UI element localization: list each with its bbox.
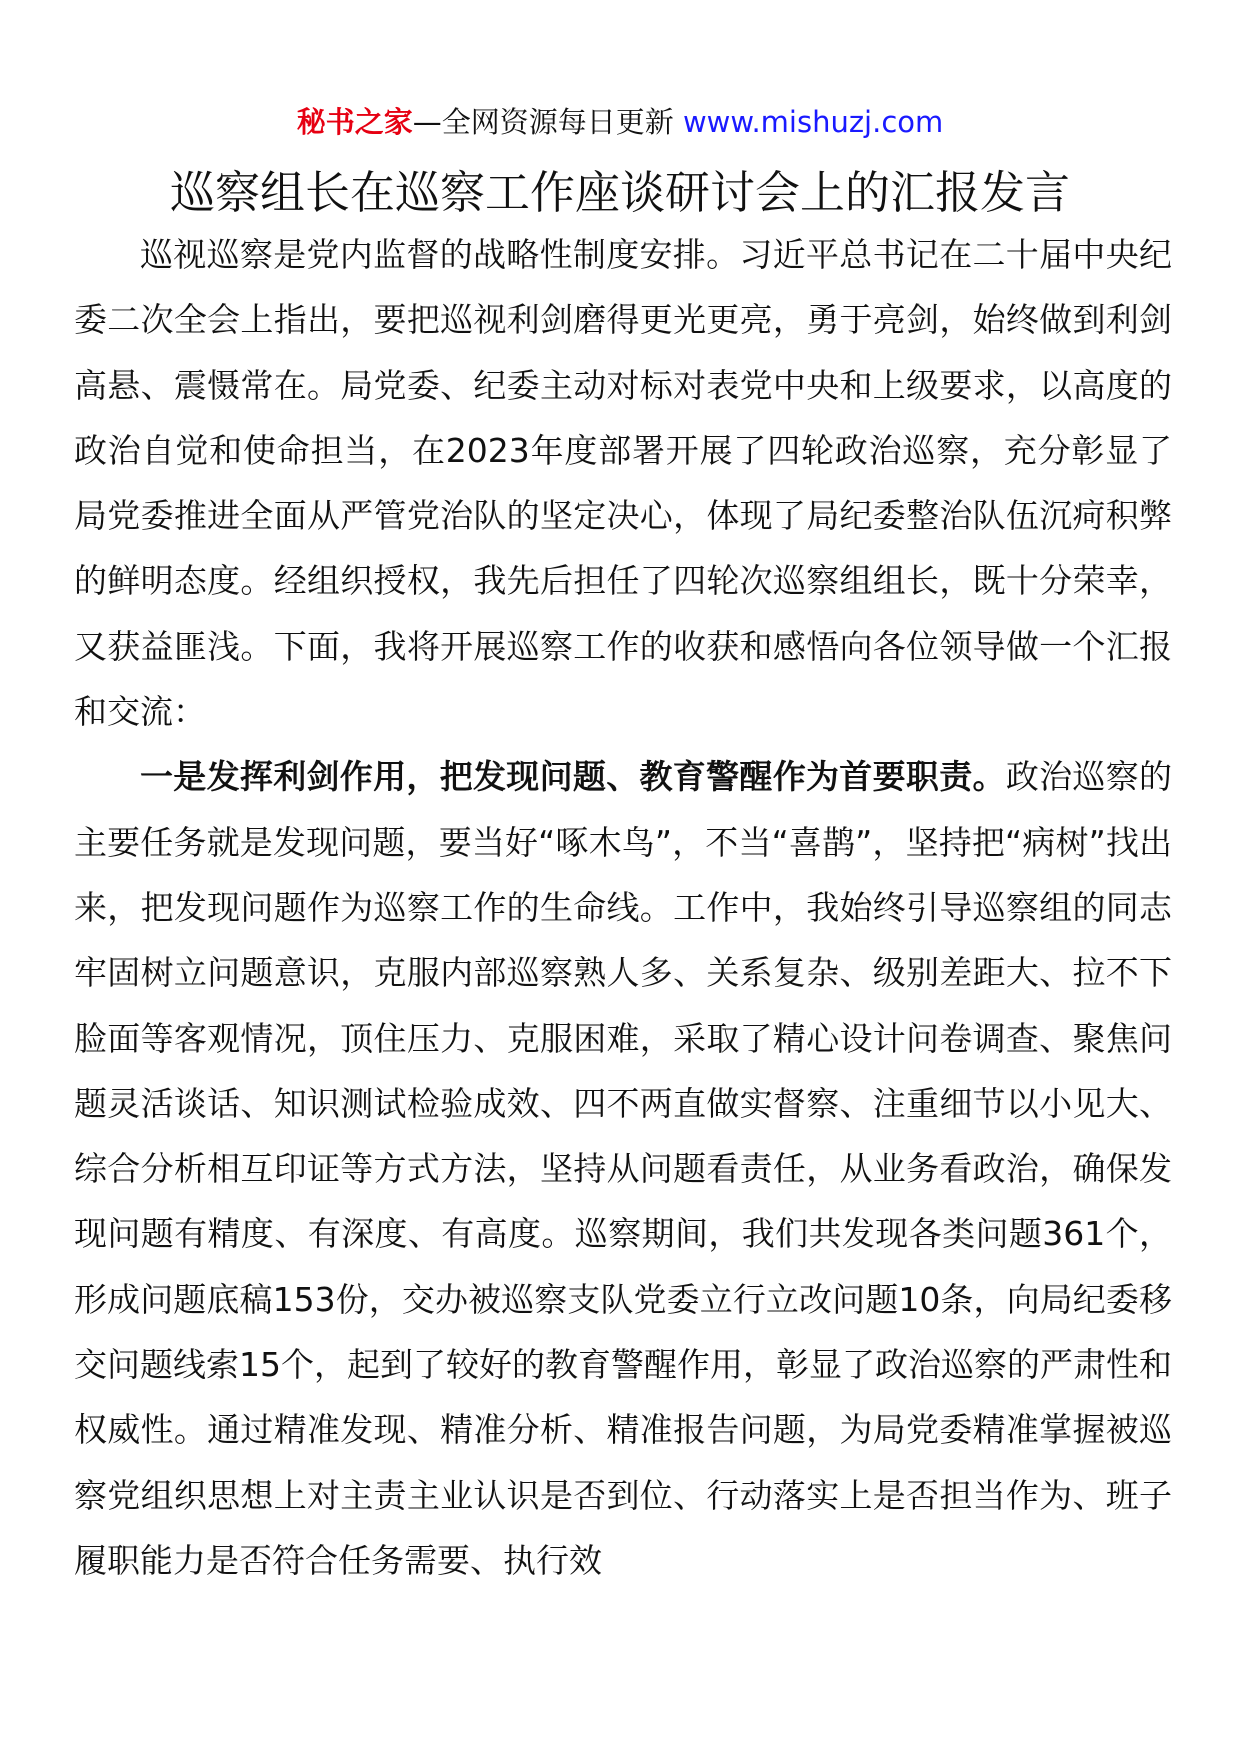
header-tagline: —全网资源每日更新: [412, 105, 683, 139]
paragraph-point-one: [74, 744, 1172, 1593]
paragraph-intro: 巡视巡察是党内监督的战略性制度安排。习近平总书记在二十届中央纪委二次全会上指出，要把巡视利剑磨得更光更亮，勇于亮剑，始终做到利剑高悬、震慑常在。局党委、纪委主动对标对表党中央和上级要求，以高度的政治自觉和使命担当，在2023年度部署开展了四轮政治巡察，充分彰显了局党委推进全面从严管党治队的坚定决心，体现了局纪委整治队伍沉疴积弊的鲜明态度。经组织授权，我先后担任了四轮次巡察组组长，既十分荣幸，又获益匪浅。下面，我将开展巡察工作的收获和感悟向各位领导做一个汇报和交流：: [74, 235, 1172, 732]
document-title: 巡察组长在巡察工作座谈研讨会上的汇报发言: [169, 166, 1070, 219]
paragraph-point-one-body: 政治巡察的主要任务就是发现问题，要当好“啄木鸟”，不当“喜鹊”，坚持把“病树”找出来，把发现问题作为巡察工作的生命线。工作中，我始终引导巡察组的同志牢固树立问题意识，克服内部巡察熟人多、关系复杂、级别差距大、拉不下脸面等客观情况，顶住压力、克服困难，采取了精心设计问卷调查、聚焦问题灵活谈话、知识测试检验成效、四不两直做实督察、注重细节以小见大、综合分析相互印证等方式方法，坚持从问题看责任，从业务看政治，确保发现问题有精度、有深度、有高度。巡察期间，我们共发现各类问题361个，形成问题底稿153份，交办被巡察支队党委立行立改问题10条，向局纪委移交问题线索15个，起到了较好的教育警醒作用，彰显了政治巡察的严肃性和权威性。通过精准发现、精准分析、精准报告问题，为局党委精准掌握被巡察党组织思想上对主责主业认识是否到位、行动落实上是否担当作为、班子履职能力是否符合任务需要、执行效: [74, 757, 1173, 1580]
document-body: [74, 222, 1172, 1593]
site-header: [0, 102, 1240, 142]
site-url-link[interactable]: www.mishuzj.com: [682, 105, 944, 139]
paragraph-lead-heading: 一是发挥利剑作用，把发现问题、教育警醒作为首要职责。: [140, 757, 1006, 797]
brand-name: 秘书之家: [296, 105, 413, 139]
